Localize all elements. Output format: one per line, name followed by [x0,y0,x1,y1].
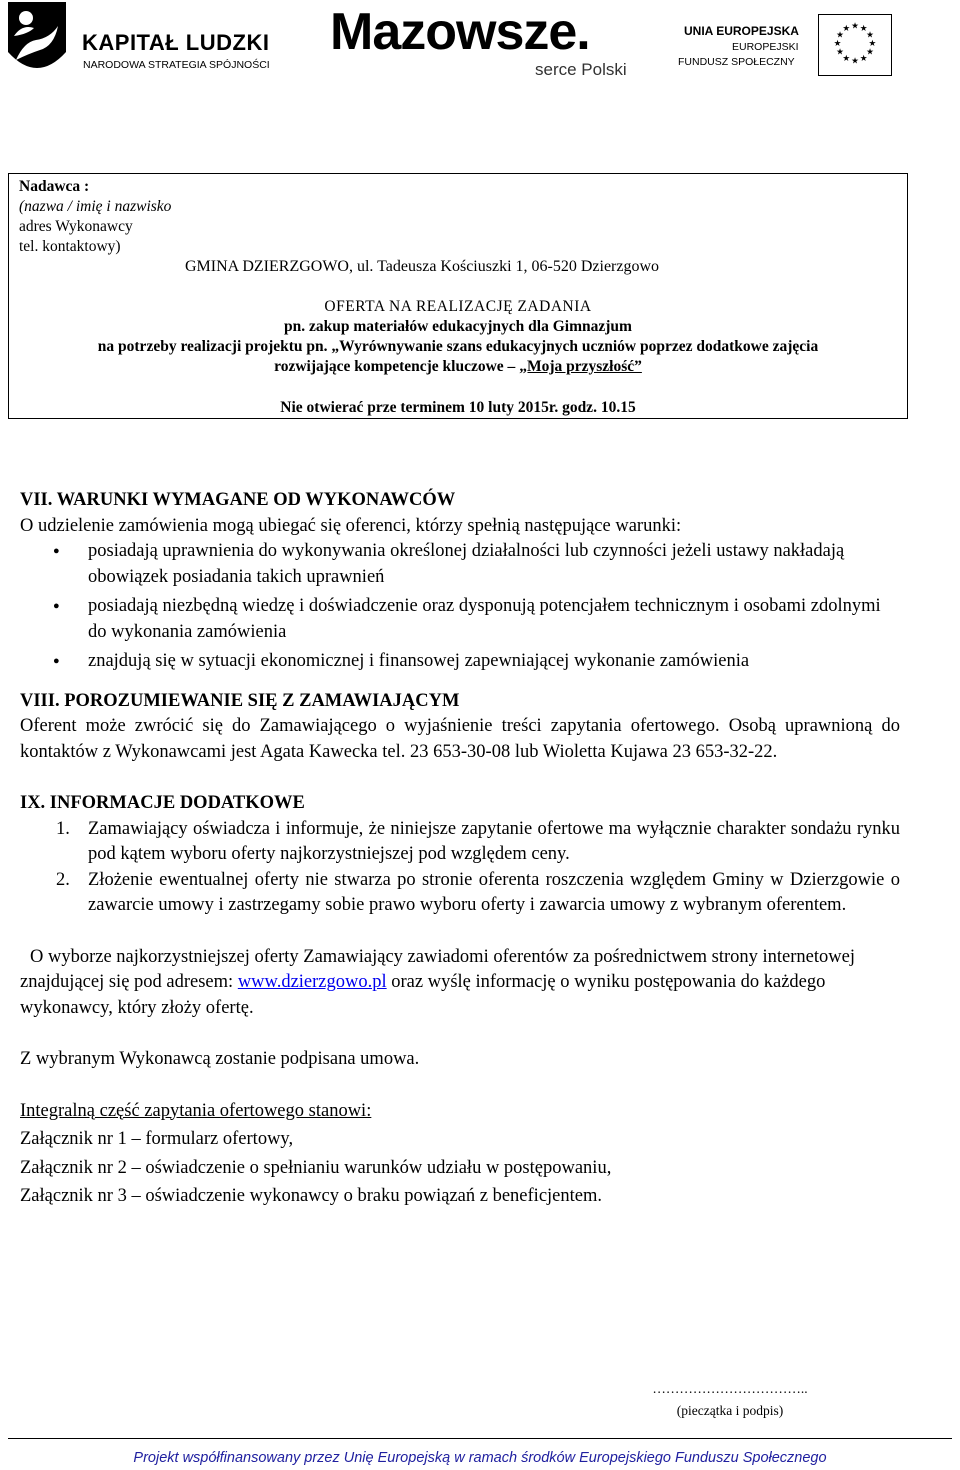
signature-block [595,1378,865,1422]
svg-text:★: ★ [866,30,874,41]
attachment-item: Załącznik nr 1 – formularz ofertowy, [20,1129,294,1149]
attachment-item: Załącznik nr 3 – oświadczenie wykonawcy o braku powiązań z beneficjentem. [20,1186,602,1206]
sender-hint-name: (nazwa / imię i nazwisko [19,198,172,215]
list-item: ● znajdują się w sytuacji ekonomicznej i finansowej zapewniającej wykonanie zamówienia [20,649,900,675]
svg-text:★: ★ [836,30,844,41]
svg-text:★: ★ [866,47,874,58]
section-8-text: Oferent może zwrócić się do Zamawiającego o wyjaśnienie treści zapytania ofertowego. Osobą uprawnioną do kontaktów z Wykonawcami jest Agata Kawecka tel. 23 653-30-08 lub Wioletta Kujawa 23 653-32-22. [20,716,900,762]
footer-divider [8,1438,952,1439]
footer-note: Projekt współfinansowany przez Unię Europejską w ramach środków Europejskiego Funduszu Społecznego [133,1450,827,1466]
svg-text:★: ★ [836,47,844,58]
recipient-address: GMINA DZIERZGOWO, ul. Tadeusza Kościuszki 1, 06-520 Dzierzgowo [185,258,660,275]
svg-text:★: ★ [842,53,851,64]
eu-flag-icon [818,14,892,76]
document-body [20,488,900,1210]
website-link[interactable]: www.dzierzgowo.pl [237,972,387,992]
list-item [20,868,900,919]
section-7-intro: O udzielenie zamówienia mogą ubiegać się oferenci, którzy spełnią następujące warunki: [20,515,682,536]
svg-text:★: ★ [868,38,877,49]
item-text: Zamawiający oświadcza i informuje, że niniejsze zapytanie ofertowe ma wyłącznie charakter sondażu rynku pod kątem wyboru oferty najkorzystniejszej pod względem ceny. [88,818,900,864]
offer-title: OFERTA NA REALIZACJĘ ZADANIA [324,298,592,315]
contract-note: Z wybranym Wykonawcą zostanie podpisana umowa. [20,1049,420,1069]
mazowsze-subtitle: serce Polski [535,60,627,79]
do-not-open-notice: Nie otwierać prze terminem 10 luty 2015r. godz. 10.15 [280,399,636,416]
kapital-ludzki-logo [4,2,294,78]
offer-project-line: na potrzeby realizacji projektu pn. „Wyrównywanie szans edukacyjnych uczniów poprzez dodatkowe zajęcia [97,338,819,355]
eu-line3: FUNDUSZ SPOŁECZNY [678,56,795,68]
svg-text:★: ★ [851,21,859,32]
eu-title: UNIA EUROPEJSKA [684,24,799,38]
notification-text-end: oraz wyślę informację o wyniku postępowania do każdego wykonawcy, który złoży ofertę. [20,972,826,1018]
kapital-ludzki-emblem-icon [4,2,70,78]
svg-text:★: ★ [851,56,859,67]
kapital-ludzki-subtitle: NARODOWA STRATEGIA SPÓJNOŚCI [83,59,270,71]
attachment-item: Załącznik nr 2 – oświadczenie o spełnianiu warunków udziału w postępowaniu, [20,1157,612,1178]
notification-text: O wyborze najkorzystniejszej oferty Zamawiający zawiadomi oferentów za pośrednictwem strony internetowej znajdującej się pod adresem: [20,946,855,992]
attachments-heading: Integralną część zapytania ofertowego stanowi: [20,1100,372,1121]
signature-label: (pieczątka i podpis) [676,1403,784,1418]
eu-line2: EUROPEJSKI [732,41,799,53]
section-8-heading: VIII. POROZUMIEWANIE SIĘ Z ZAMAWIAJĄCYM [20,690,460,711]
sender-label: Nadawca : [19,178,90,195]
section-9-heading: IX. INFORMACJE DODATKOWE [20,793,305,813]
notification-paragraph [20,945,900,1022]
additional-info-list [20,817,900,919]
signature-dots: …………………………….. [652,1381,808,1396]
conditions-list [20,539,900,675]
sender-box [8,173,908,419]
header-logos [0,0,960,90]
item-number: 2. [56,869,70,890]
mazowsze-title: Mazowsze. [330,3,590,61]
svg-text:★: ★ [859,53,868,64]
offer-subject: pn. zakup materiałów edukacyjnych dla Gimnazjum [284,318,632,335]
list-item: ● posiadają niezbędną wiedzę i doświadczenie oraz dysponują potencjałem technicznym i osobami zdolnymi do wykonania zamówienia [20,594,900,645]
kapital-ludzki-title: KAPITAŁ LUDZKI [82,30,270,55]
project-name: „Moja przyszłość” [519,358,642,375]
svg-text:★: ★ [842,23,851,34]
offer-competences: rozwijające kompetencje kluczowe – [274,358,520,375]
svg-text:★: ★ [833,38,842,49]
sender-hint-address: adres Wykonawcy [19,218,133,235]
list-item: ● posiadają uprawnienia do wykonywania określonej działalności lub czynności jeżeli ustawy nakładają obowiązek posiadania takich uprawnień [20,539,900,590]
section-7-heading: VII. WARUNKI WYMAGANE OD WYKONAWCÓW [20,490,456,510]
svg-text:★: ★ [859,23,868,34]
eu-logo [672,14,894,78]
mazowsze-logo [330,3,630,83]
item-text: Złożenie ewentualnej oferty nie stwarza po stronie oferenta roszczenia względem Gminy w Dzierzgowie o zawarcie umowy i zastrzegamy sobie prawo wyboru oferty i zawarcia umowy z wybranym oferentem. [88,869,900,915]
offer-project-line-2 [9,358,907,376]
item-number: 1. [56,818,70,839]
sender-hint-phone: tel. kontaktowy) [19,238,121,255]
list-item [20,817,900,868]
